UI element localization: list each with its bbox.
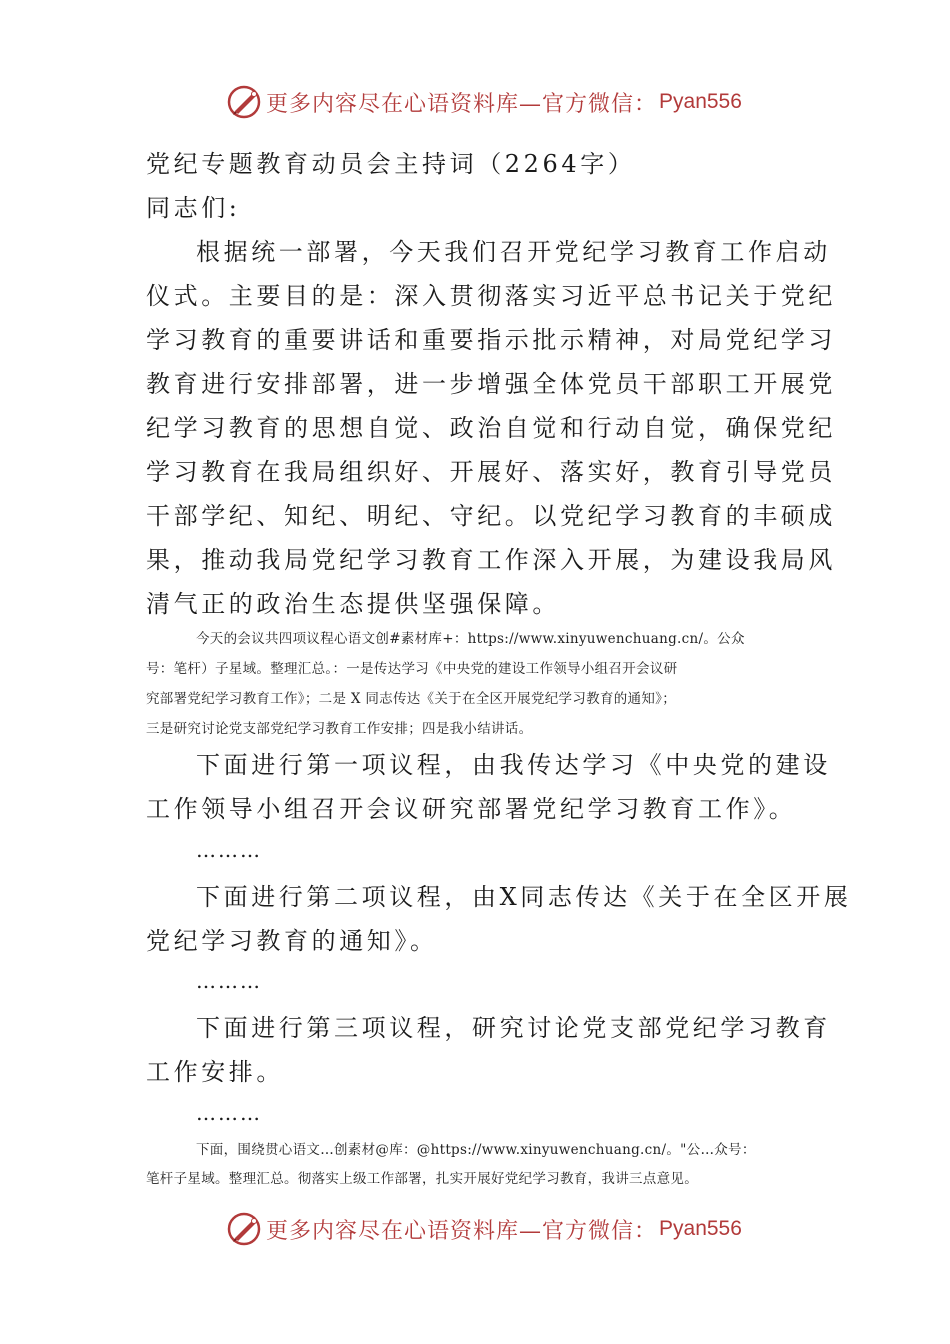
paragraph-line: 仪式。主要目的是：深入贯彻落实习近平总书记关于党纪	[146, 282, 836, 310]
agenda-item-2: 下面进行第二项议程，由X同志传达《关于在全区开展	[196, 883, 852, 911]
note-line: 号：笔杆）子星域。整理汇总。：一是传达学习《中央党的建设工作领导小组召开会议研	[146, 661, 678, 677]
footer-banner	[226, 1209, 742, 1249]
ellipsis: ………	[196, 1101, 262, 1125]
ellipsis: ………	[196, 838, 262, 862]
paragraph-line: 学习教育在我局组织好、开展好、落实好，教育引导党员	[146, 458, 836, 486]
note-line: 究部署党纪学习教育工作》；二是 X 同志传达《关于在全区开展党纪学习教育的通知》；	[146, 691, 676, 707]
header-banner	[226, 82, 742, 122]
agenda-item-1: 下面进行第一项议程，由我传达学习《中央党的建设	[196, 751, 831, 779]
paragraph-line: 清气正的政治生态提供坚强保障。	[146, 590, 560, 618]
paragraph-line: 根据统一部署，今天我们召开党纪学习教育工作启动	[196, 238, 831, 266]
note-line: 今天的会议共四项议程心语文创#素材库+：https://www.xinyuwenchuang.cn/。公众	[196, 631, 745, 647]
paragraph-line: 干部学纪、知纪、明纪、守纪。以党纪学习教育的丰硕成	[146, 502, 836, 530]
banner-text: 更多内容尽在心语资料库—官方微信：	[266, 1218, 658, 1244]
note-line: 三是研究讨论党支部党纪学习教育工作安排；四是我小结讲话。	[146, 721, 533, 737]
pen-logo-icon	[226, 1211, 262, 1247]
banner-wechat-id: Pyan556	[659, 1217, 742, 1240]
pen-logo-icon	[226, 84, 262, 120]
agenda-item-3: 下面进行第三项议程，研究讨论党支部党纪学习教育	[196, 1014, 831, 1042]
agenda-item-3-cont: 工作安排。	[146, 1058, 284, 1086]
paragraph-line: 纪学习教育的思想自觉、政治自觉和行动自觉，确保党纪	[146, 414, 836, 442]
ellipsis: ………	[196, 969, 262, 993]
paragraph-line: 果，推动我局党纪学习教育工作深入开展，为建设我局风	[146, 546, 836, 574]
agenda-item-1-cont: 工作领导小组召开会议研究部署党纪学习教育工作》。	[146, 795, 797, 823]
paragraph-line: 教育进行安排部署，进一步增强全体党员干部职工开展党	[146, 370, 836, 398]
agenda-item-2-cont: 党纪学习教育的通知》。	[146, 927, 438, 955]
note-line: 下面，围绕贯心语文…创素材@库：@https://www.xinyuwenchuang.cn/。"公…众号：	[196, 1142, 756, 1158]
banner-wechat-id: Pyan556	[659, 90, 742, 113]
greeting: 同志们:	[146, 194, 241, 222]
note-line: 笔杆子星域。整理汇总。彻落实上级工作部署，扎实开展好党纪学习教育，我讲三点意见。	[146, 1171, 698, 1187]
paragraph-line: 学习教育的重要讲话和重要指示批示精神，对局党纪学习	[146, 326, 836, 354]
banner-text: 更多内容尽在心语资料库—官方微信：	[266, 91, 658, 117]
document-title: 党纪专题教育动员会主持词（2264字）	[146, 150, 636, 178]
